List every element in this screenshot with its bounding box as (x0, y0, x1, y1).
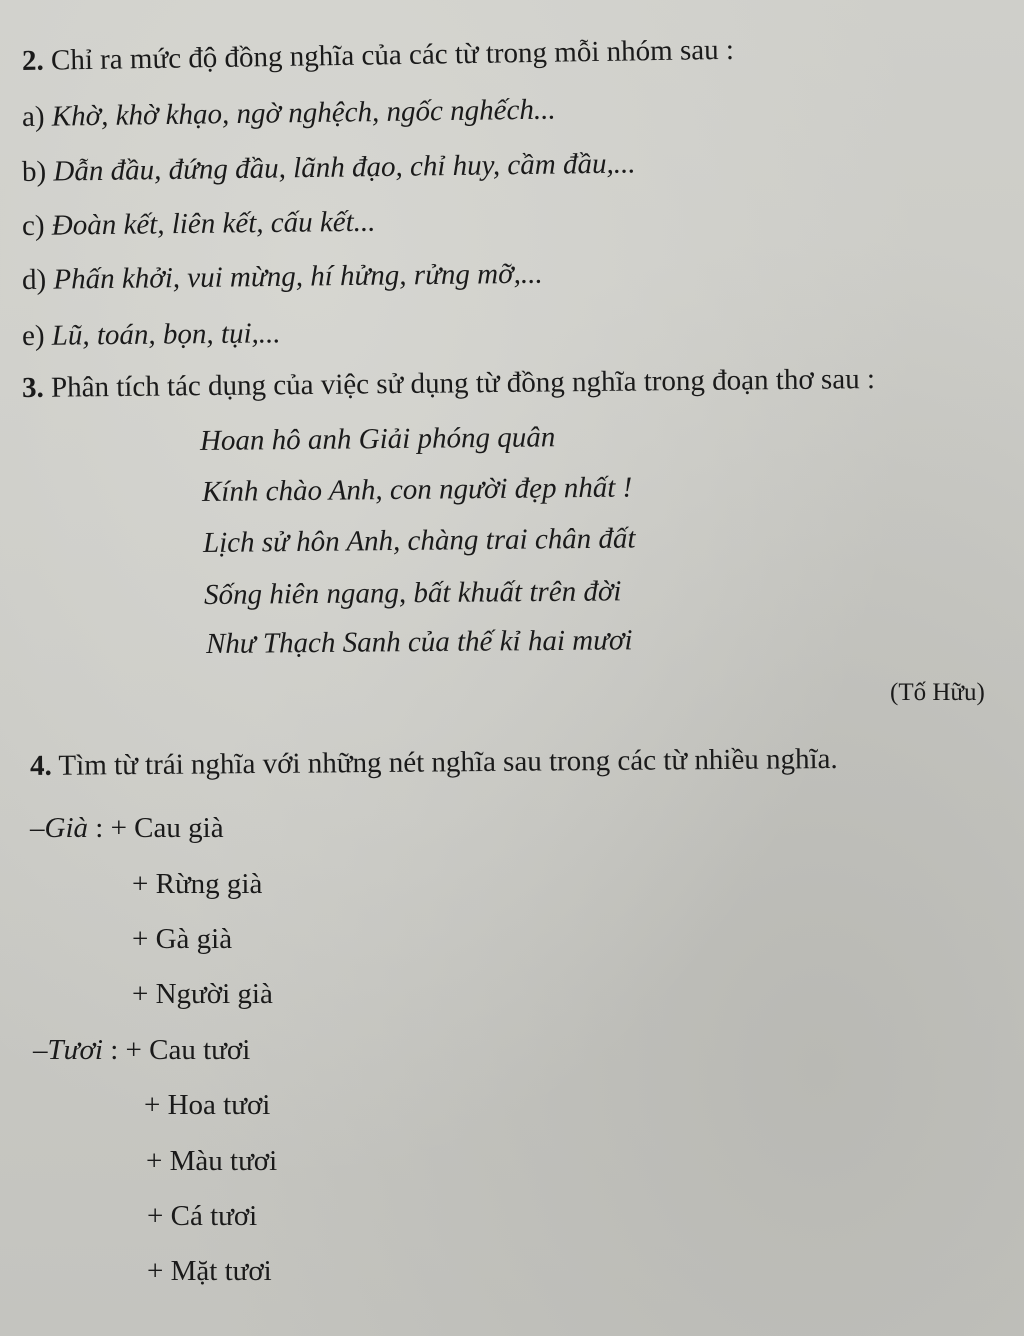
q4-gia-item-4: + Người già (132, 978, 273, 1010)
group-dash: – (30, 812, 45, 844)
poem-line-4: Sống hiên ngang, bất khuất trên đời (203, 575, 622, 611)
group-dash: – (33, 1034, 48, 1066)
q2-prompt: Chỉ ra mức độ đồng nghĩa của các từ trong mỗi nhóm sau : (50, 33, 735, 77)
item-text: Lũ, toán, bọn, tụi,... (51, 317, 281, 352)
item-text: Khờ, khờ khạo, ngờ nghệch, ngốc nghếch... (51, 93, 556, 133)
q2-item-b (22, 149, 636, 187)
poem-source: (Tố Hữu) (890, 679, 985, 706)
item-label: d) (21, 263, 47, 296)
group-separator: : (88, 812, 104, 844)
q4-tuoi-item-2: + Hoa tươi (144, 1089, 271, 1121)
group-item: + Cau già (110, 812, 224, 844)
q2-item-c (21, 205, 376, 242)
item-label: b) (21, 155, 47, 188)
q4-tuoi-item-5: + Mặt tươi (147, 1255, 272, 1287)
q2-item-a (21, 93, 556, 133)
q2-number: 2. (21, 44, 44, 77)
q4-tuoi-item-4: + Cá tươi (147, 1200, 258, 1232)
poem-line-3: Lịch sử hôn Anh, chàng trai chân đất (202, 522, 636, 559)
q4-heading (29, 742, 838, 782)
q2-item-e (22, 319, 281, 351)
poem-line-5: Như Thạch Sanh của thế kỉ hai mươi (205, 624, 633, 660)
group-word: Già (44, 812, 88, 844)
item-label: e) (21, 319, 45, 352)
item-text: Đoàn kết, liên kết, cấu kết... (51, 205, 376, 242)
q3-heading (22, 365, 875, 403)
item-label: a) (21, 100, 45, 133)
item-label: c) (21, 209, 45, 242)
group-separator: : (102, 1034, 119, 1066)
group-item: + Cau tươi (125, 1034, 251, 1066)
q3-number: 3. (21, 371, 44, 404)
q4-group-tuoi (33, 1036, 250, 1065)
q4-number: 4. (29, 749, 52, 782)
item-text: Dẫn đầu, đứng đầu, lãnh đạo, chỉ huy, cầm đầu,... (53, 147, 636, 188)
q4-tuoi-item-3: + Màu tươi (146, 1145, 278, 1177)
q4-gia-item-3: + Gà già (132, 923, 233, 955)
group-word: Tươi (47, 1034, 103, 1066)
poem-line-1: Hoan hô anh Giải phóng quân (199, 421, 556, 457)
q4-prompt: Tìm từ trái nghĩa với những nét nghĩa sau trong các từ nhiều nghĩa. (58, 742, 838, 782)
q2-heading (21, 33, 735, 77)
item-text: Phấn khởi, vui mừng, hí hửng, rửng mỡ,... (53, 257, 543, 296)
q2-item-d (21, 257, 543, 296)
q4-group-gia (30, 814, 224, 843)
q3-prompt: Phân tích tác dụng của việc sử dụng từ đồng nghĩa trong đoạn thơ sau : (50, 363, 876, 404)
q4-gia-item-2: + Rừng già (132, 868, 263, 900)
poem-line-2: Kính chào Anh, con người đẹp nhất ! (201, 471, 633, 508)
